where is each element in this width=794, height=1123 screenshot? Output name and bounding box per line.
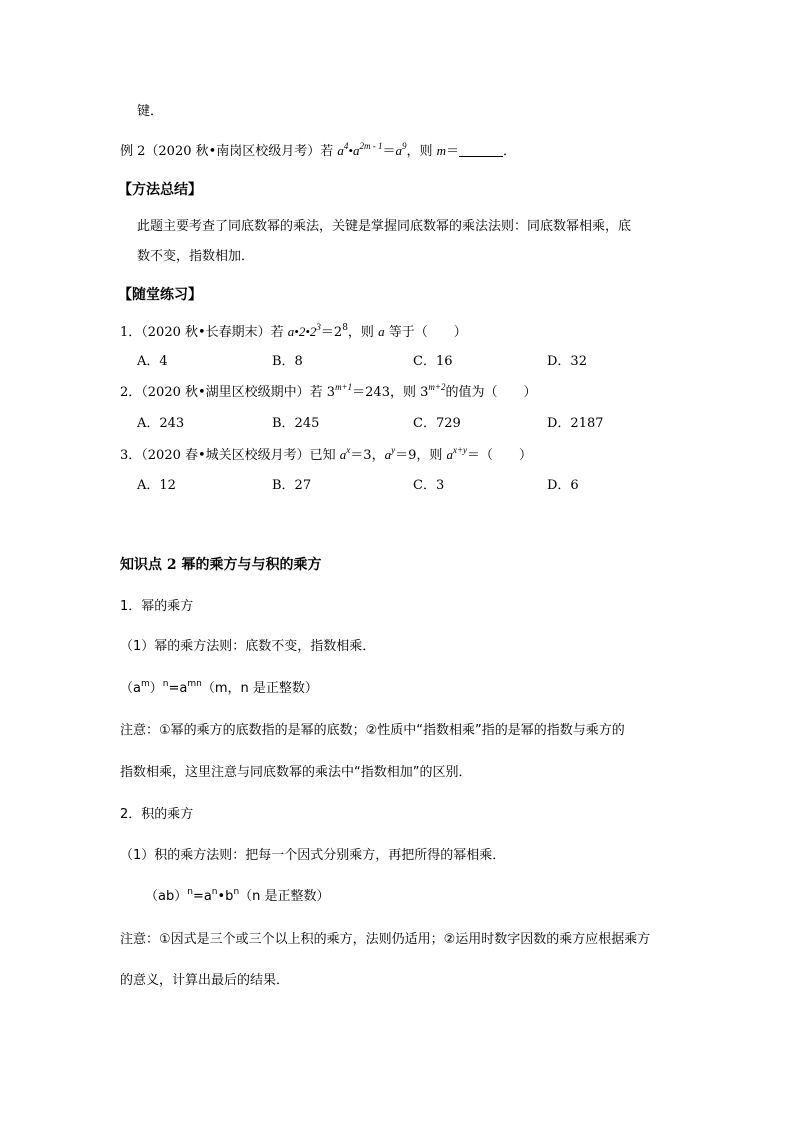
example-2-prefix: 例 2（2020 秋•南岗区校级月考）若 <box>120 144 338 159</box>
question-2-prefix: 2．（2020 秋•湖里区校级期中）若 <box>120 385 327 400</box>
q1-option-b: B．8 <box>272 354 303 369</box>
example-2-variable: m <box>436 143 447 158</box>
method-summary-heading: 【方法总结】 <box>118 182 202 198</box>
question-3-axy: $a^{x+y}$ <box>446 445 468 462</box>
example-2-suffix: ． <box>503 144 517 159</box>
note-2-line-2: 的意义，计算出最后的结果． <box>120 973 290 988</box>
example-2-eq: ＝ <box>382 144 396 159</box>
question-3-ay: $a^y$ <box>384 445 396 462</box>
question-3-mid2: ＝9，则 <box>395 448 447 463</box>
question-1-expression: $a•2•2^3$ <box>287 322 321 339</box>
example-2-rhs: $a^9$ <box>395 141 407 158</box>
q3-option-c: C．3 <box>413 478 445 493</box>
question-1-prefix: 1．（2020 秋•长春期末）若 <box>120 325 288 340</box>
section-2-subheading-1: 1．幂的乘方 <box>120 599 194 614</box>
method-summary-line-2: 数不变，指数相加． <box>137 249 255 264</box>
note-1-line-1: 注意：①幂的乘方的底数指的是幂的底数；②性质中“指数相乘”指的是幂的指数与乘方的 <box>120 723 625 738</box>
example-2-expression: $a^4•a^{2m - 1}$ <box>337 141 383 158</box>
q1-option-d: D．32 <box>547 354 587 369</box>
example-2-mid: ，则 <box>406 144 437 159</box>
q1-option-a: A．4 <box>137 354 168 369</box>
example-2 <box>120 143 516 160</box>
practice-heading: 【随堂练习】 <box>118 287 202 303</box>
section-2-subheading-2: 2．积的乘方 <box>120 807 194 822</box>
product-formula: $(ab)^n=a^n•b^n(n$ 是正整数） <box>145 887 330 904</box>
q3-option-b: B．27 <box>272 478 312 493</box>
q2-option-a: A．243 <box>137 416 185 431</box>
question-2-mid: ＝243，则 <box>352 385 421 400</box>
product-rule: （1）积的乘方法则：把每一个因式分别乘方，再把所得的幂相乘． <box>120 848 506 863</box>
question-1-suffix: 等于（ ） <box>384 325 467 340</box>
question-2-suffix: 的值为（ ） <box>445 385 537 400</box>
q3-option-a: A．12 <box>137 478 176 493</box>
continued-text: 键． <box>137 104 164 119</box>
q2-option-b: B．245 <box>272 416 320 431</box>
question-3-ax: $a^x$ <box>339 445 351 462</box>
question-1-mid: ，则 <box>347 325 379 340</box>
answer-blank <box>459 144 503 157</box>
note-1-line-2: 指数相乘，这里注意与同底数幂的乘法中“指数相加”的区别． <box>120 765 472 780</box>
note-2-line-1: 注意：①因式是三个或三个以上积的乘方，法则仍适用；②运用时数字因数的乘方应根据乘方 <box>120 932 651 947</box>
q1-option-c: C．16 <box>413 354 453 369</box>
question-3-suffix: ＝（ ） <box>467 448 533 463</box>
example-2-eq2: ＝ <box>446 144 460 159</box>
q2-option-c: C．729 <box>413 416 461 431</box>
question-3 <box>120 447 532 464</box>
question-3-mid1: ＝3， <box>350 448 385 463</box>
question-2-expression: $3^{m+1}$ <box>326 382 353 400</box>
section-2-heading: 知识点 2 幂的乘方与与积的乘方 <box>120 557 322 573</box>
question-2: 2．（2020 秋•湖里区校级期中）若 $3^{m+1}=243$，则 $3^{m+2}$的值为（ ） <box>120 382 537 400</box>
question-3-prefix: 3．（2020 春•城关区校级月考）已知 <box>120 448 340 463</box>
method-summary-line-1: 此题主要考查了同底数幂的乘法，关键是掌握同底数幂的乘法法则：同底数幂相乘，底 <box>137 219 632 234</box>
power-rule: （1）幂的乘方法则：底数不变，指数相乘． <box>120 639 376 654</box>
power-formula: $(a^m)^n=a^{mn}(m$，n 是正整数） <box>120 679 318 696</box>
question-1: 1．（2020 秋•长春期末）若 $a•2•2^3=2^8$，则 a 等于（ ） <box>120 322 467 340</box>
q2-option-d: D．2187 <box>547 416 604 431</box>
q3-option-d: D．6 <box>547 478 579 493</box>
